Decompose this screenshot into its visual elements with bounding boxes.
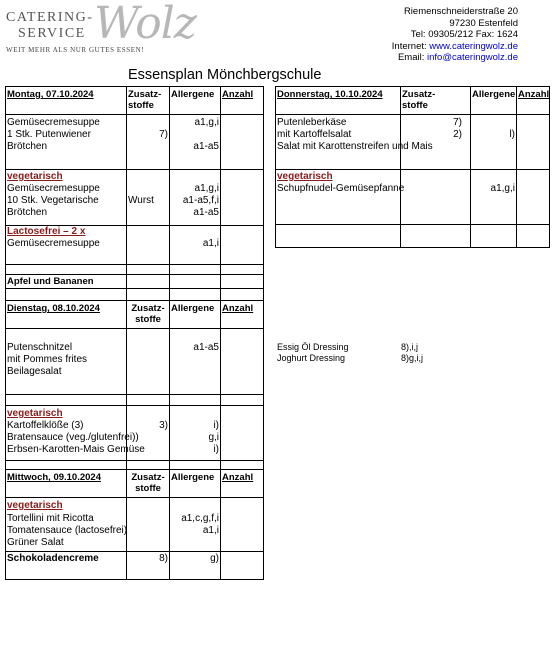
montag-veg-allergene-3: a1-a5: [193, 207, 219, 218]
mittwoch-dessert: Schokoladencreme: [7, 553, 99, 564]
dienstag-veg-3: Erbsen-Karotten-Mais Gemüse: [7, 444, 145, 455]
dienstag-veg-allergene-1: i): [213, 420, 219, 431]
montag-lacto-label: Lactosefrei – 2 x: [7, 226, 86, 237]
donnerstag-main-1: Putenleberkäse: [277, 117, 347, 128]
montag-veg-allergene-1: a1,g,i: [194, 183, 219, 194]
montag-main-zusatz: 7): [159, 129, 168, 140]
donnerstag-veg-allergene: a1,g,i: [472, 183, 515, 194]
mittwoch-veg-1: Tortellini mit Ricotta: [7, 513, 94, 524]
table-donnerstag: [275, 86, 550, 248]
dienstag-main-3: Beilagesalat: [7, 366, 62, 377]
montag-veg-1: Gemüsecremesuppe: [7, 183, 100, 194]
montag-lacto-1: Gemüsecremesuppe: [7, 238, 100, 249]
montag-main-1: Gemüsecremesuppe: [7, 117, 100, 128]
logo-wolz-script: Wolz: [94, 0, 196, 49]
donnerstag-main-2: mit Kartoffelsalat: [277, 129, 352, 140]
donnerstag-main-allergene: l): [509, 129, 515, 140]
montag-anzahl-header: Anzahl: [222, 89, 254, 100]
email-link[interactable]: info@cateringwolz.de: [427, 52, 518, 63]
dienstag-veg-allergene-2: g,i: [208, 432, 219, 443]
montag-date: Montag, 07.10.2024: [7, 89, 94, 100]
mittwoch-veg-label: vegetarisch: [7, 500, 63, 511]
dressing-2-code: 8)g,i,j: [401, 353, 424, 363]
montag-veg-label: vegetarisch: [7, 171, 63, 182]
website-link[interactable]: www.cateringwolz.de: [429, 40, 518, 52]
dienstag-veg-zusatz: 3): [159, 420, 168, 431]
address-internet: [392, 41, 518, 53]
mittwoch-zusatz-header: Zusatz- stoffe: [131, 472, 165, 494]
donnerstag-veg-1: Schupfnudel-Gemüsepfanne: [277, 183, 405, 194]
donnerstag-veg-label: vegetarisch: [277, 171, 333, 182]
mittwoch-veg-allergene-1: a1,c,g,f,i: [181, 513, 219, 524]
dienstag-anzahl-header: Anzahl: [222, 303, 254, 314]
mittwoch-allergene-header: Allergene: [171, 472, 215, 483]
dienstag-main-1: Putenschnitzel: [7, 342, 73, 353]
donnerstag-zusatz-header: Zusatz- stoffe: [402, 89, 436, 111]
plan-title: Essensplan Mönchbergschule: [128, 67, 322, 83]
montag-main-2: 1 Stk. Putenwiener: [7, 129, 91, 140]
mittwoch-date: Mittwoch, 09.10.2024: [7, 472, 101, 483]
donnerstag-date: Donnerstag, 10.10.2024: [277, 89, 383, 100]
montag-veg-allergene-2: a1-a5,f,i: [182, 195, 219, 206]
mittwoch-veg-allergene-2: a1,i: [202, 525, 219, 536]
company-logo: [6, 0, 196, 62]
mittwoch-anzahl-header: Anzahl: [222, 472, 254, 483]
dienstag-veg-1: Kartoffelklöße (3): [7, 420, 84, 431]
dressing-1-code: 8),i,j: [401, 342, 419, 352]
logo-service-text: SERVICE: [18, 26, 86, 41]
table-mittwoch: [5, 469, 264, 580]
address-street: Riemenschneiderstraße 20: [403, 6, 518, 17]
donnerstag-main-zusatz-1: 7): [402, 117, 462, 128]
montag-allergene-header: Allergene: [171, 89, 215, 100]
mittwoch-veg-3: Grüner Salat: [7, 537, 64, 548]
dienstag-main-2: mit Pommes frites: [7, 354, 88, 365]
internet-label: Internet:: [391, 40, 430, 52]
logo-slogan: WEIT MEHR ALS NUR GUTES ESSEN!: [6, 46, 145, 54]
logo-catering-text: CATERING-: [6, 10, 94, 25]
donnerstag-anzahl-header: Anzahl: [518, 89, 550, 100]
dressing-1-name: Essig Öl Dressing: [277, 342, 349, 352]
montag-lacto-allergene: a1,i: [202, 238, 219, 249]
dienstag-allergene-header: Allergene: [171, 303, 215, 314]
dienstag-zusatz-header: Zusatz- stoffe: [131, 303, 165, 325]
company-address: [392, 6, 518, 64]
montag-main-allergene-2: a1-a5: [193, 141, 219, 152]
mittwoch-dessert-zusatz: 8): [159, 553, 168, 564]
mittwoch-veg-2: Tomatensauce (lactosefrei): [7, 525, 128, 536]
table-dienstag: [5, 300, 264, 470]
montag-dessert: Apfel und Bananen: [7, 276, 94, 287]
dienstag-veg-allergene-3: i): [213, 444, 219, 455]
table-montag: [5, 86, 264, 301]
mittwoch-dessert-allergene: g): [210, 553, 219, 564]
dienstag-date: Dienstag, 08.10.2024: [7, 303, 100, 314]
montag-main-allergene-1: a1,g,i: [194, 117, 219, 128]
dienstag-veg-label: vegetarisch: [7, 408, 63, 419]
montag-veg-2: 10 Stk. Vegetarische: [7, 195, 99, 206]
address-phone: Tel: 09305/212 Fax: 1624: [410, 29, 518, 40]
montag-veg-3: Brötchen: [7, 207, 48, 218]
montag-veg-zusatz: Wurst: [128, 195, 154, 206]
donnerstag-main-3: Salat mit Karottenstreifen und Mais: [277, 141, 433, 152]
address-city: 97230 Estenfeld: [449, 17, 518, 29]
montag-main-3: Brötchen: [7, 141, 48, 152]
dressing-2-name: Joghurt Dressing: [277, 353, 346, 363]
address-email: [392, 52, 518, 64]
dienstag-main-allergene: a1-a5: [193, 342, 219, 353]
email-label: Email:: [397, 52, 428, 63]
dienstag-veg-2: Bratensauce (veg./glutenfrei)): [7, 432, 139, 443]
donnerstag-main-zusatz-2: 2): [402, 129, 462, 140]
donnerstag-allergene-header: Allergene: [472, 89, 516, 100]
montag-zusatz-header: Zusatz- stoffe: [128, 89, 162, 111]
